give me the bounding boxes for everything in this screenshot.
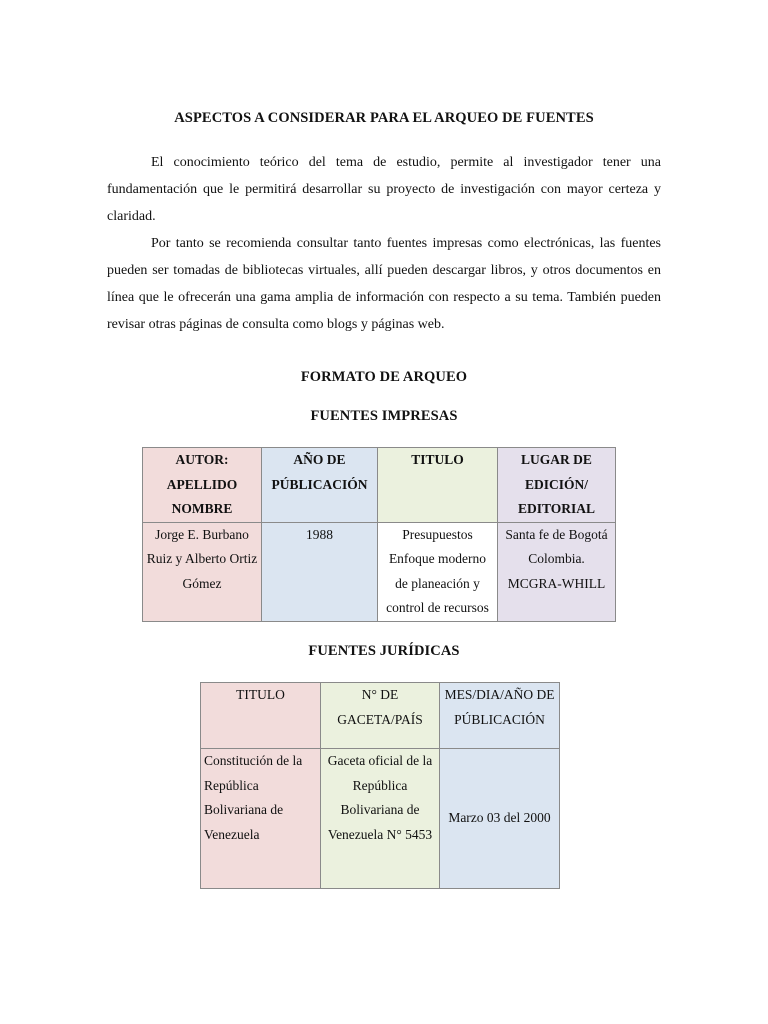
cell-author: Jorge E. Burbano Ruiz y Alberto Ortiz Gómez — [143, 522, 262, 621]
header-year: AÑO DE PÚBLICACIÓN — [262, 448, 378, 523]
paragraph-2: Por tanto se recomienda consultar tanto fuentes impresas como electrónicas, las fuentes pueden ser tomadas de bibliotecas virtuales, allí pueden descargar libros, y otros documentos en línea que le ofrecerán una gama amplia de información con respecto a su tema. También pueden revisar otras páginas de consulta como blogs y páginas web. — [107, 236, 661, 332]
header-title: TITULO — [201, 683, 321, 749]
printed-sources-heading: FUENTES IMPRESAS — [310, 408, 458, 424]
legal-sources-heading: FUENTES JURÍDICAS — [308, 643, 460, 659]
table-header-row — [143, 448, 616, 523]
document-title: ASPECTOS A CONSIDERAR PARA EL ARQUEO DE FUENTES — [174, 110, 594, 126]
format-heading: FORMATO DE ARQUEO — [300, 369, 468, 385]
cell-date: Marzo 03 del 2000 — [440, 749, 560, 889]
table-row — [201, 749, 560, 889]
cell-gazette: Gaceta oficial de la República Bolivariana de Venezuela N° 5453 — [321, 749, 440, 889]
legal-sources-table — [200, 682, 560, 889]
header-place: LUGAR DE EDICIÓN/ EDITORIAL — [498, 448, 616, 523]
header-gazette: N° DE GACETA/PAÍS — [321, 683, 440, 749]
header-date: MES/DIA/AÑO DE PÚBLICACIÓN — [440, 683, 560, 749]
table-header-row — [201, 683, 560, 749]
table-row — [143, 522, 616, 621]
cell-place: Santa fe de Bogotá Colombia. MCGRA-WHILL — [498, 522, 616, 621]
cell-title: Presupuestos Enfoque moderno de planeación y control de recursos — [378, 522, 498, 621]
cell-year: 1988 — [262, 522, 378, 621]
header-author: AUTOR: APELLIDO NOMBRE — [143, 448, 262, 523]
printed-sources-table — [142, 447, 616, 622]
cell-title: Constitución de la República Bolivariana de Venezuela — [201, 749, 321, 889]
header-title: TITULO — [378, 448, 498, 523]
paragraph-1: El conocimiento teórico del tema de estudio, permite al investigador tener una fundamentación que le permitirá desarrollar su proyecto de investigación con mayor certeza y claridad. — [107, 155, 661, 224]
